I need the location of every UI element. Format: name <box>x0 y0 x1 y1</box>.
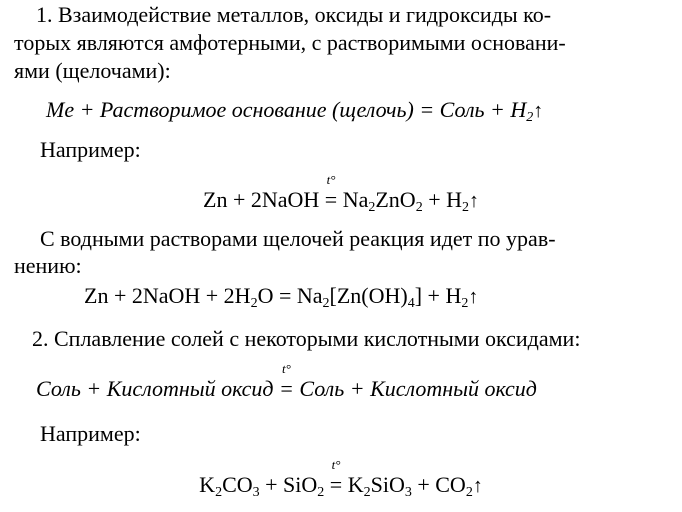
eq3-sub: 2 <box>363 485 371 500</box>
scheme-1-text: Me + Растворимое основание (щелочь) = Соль + H <box>46 97 527 122</box>
gas-arrow-icon: ↑ <box>533 100 544 122</box>
paragraph-2-line-1: С водными растворами щелочей реакция идет по урав- <box>40 226 556 251</box>
scheme-2-lhs: Соль + Кислотный оксид <box>36 376 274 401</box>
eq3-sub: 3 <box>404 485 412 500</box>
eq1-sub: 2 <box>368 200 376 215</box>
eq3-part: CO <box>222 472 253 497</box>
eq2-sub: 2 <box>461 296 469 311</box>
eq2-part: ] + H <box>414 283 462 308</box>
scheme-2-rhs: Соль + Кислотный оксид <box>299 376 537 401</box>
eq3-part: + CO <box>417 472 466 497</box>
eq2-sub: 4 <box>407 296 415 311</box>
gas-arrow-icon: ↑ <box>468 190 479 212</box>
eq1-na: Na <box>342 187 369 212</box>
gas-arrow-icon: ↑ <box>472 475 483 497</box>
scheme-2-temperature: t° <box>282 361 291 376</box>
eq3-sub: 2 <box>465 485 473 500</box>
eq1-equals: = <box>324 187 338 212</box>
paragraph-1-line-2: торых являются амфотерными, с растворимыми основани- <box>14 30 566 55</box>
eq3-part: SiO <box>370 472 405 497</box>
example-label-1: Например: <box>40 137 141 162</box>
eq1-sub: 2 <box>461 200 469 215</box>
eq3-condition-sign <box>329 457 343 498</box>
eq3-part: K <box>347 472 364 497</box>
scheme-2-equals: = <box>279 376 294 401</box>
eq2-part: [Zn(OH) <box>329 283 408 308</box>
gas-arrow-icon: ↑ <box>468 286 479 308</box>
eq1-h: + H <box>428 187 462 212</box>
equation-1 <box>0 172 682 215</box>
scheme-1-subscript: 2 <box>526 110 534 125</box>
eq3-part: + SiO <box>265 472 318 497</box>
eq1-temperature: t° <box>326 172 336 187</box>
scheme-2-condition-sign <box>279 361 294 402</box>
eq2-part: Zn + 2NaOH + 2H <box>84 283 251 308</box>
eq3-sub: 2 <box>317 485 325 500</box>
eq1-zno: ZnO <box>375 187 416 212</box>
eq2-sub: 2 <box>250 296 258 311</box>
equation-3 <box>0 457 682 500</box>
paragraph-2-line-2: нению: <box>14 253 82 278</box>
paragraph-1-line-1: 1. Взаимодействие металлов, оксиды и гидроксиды ко- <box>36 2 552 27</box>
equation-2 <box>84 283 478 310</box>
general-scheme-2 <box>36 361 537 402</box>
example-label-2: Например: <box>40 421 141 446</box>
eq3-sub: 2 <box>215 485 223 500</box>
eq2-part: O = Na <box>257 283 323 308</box>
eq1-sub: 2 <box>415 200 423 215</box>
eq3-temperature: t° <box>331 457 341 472</box>
eq3-equals: = <box>329 472 343 497</box>
eq1-reactants: Zn + 2NaOH <box>203 187 320 212</box>
eq3-sub: 3 <box>252 485 260 500</box>
general-scheme-1 <box>46 97 543 124</box>
eq3-part: K <box>199 472 216 497</box>
eq2-sub: 2 <box>322 296 330 311</box>
eq1-condition-sign <box>324 172 338 213</box>
paragraph-1-line-3: ями (щелочами): <box>14 58 171 83</box>
paragraph-3-line-1: 2. Сплавление солей с некоторыми кислотными оксидами: <box>32 326 581 351</box>
